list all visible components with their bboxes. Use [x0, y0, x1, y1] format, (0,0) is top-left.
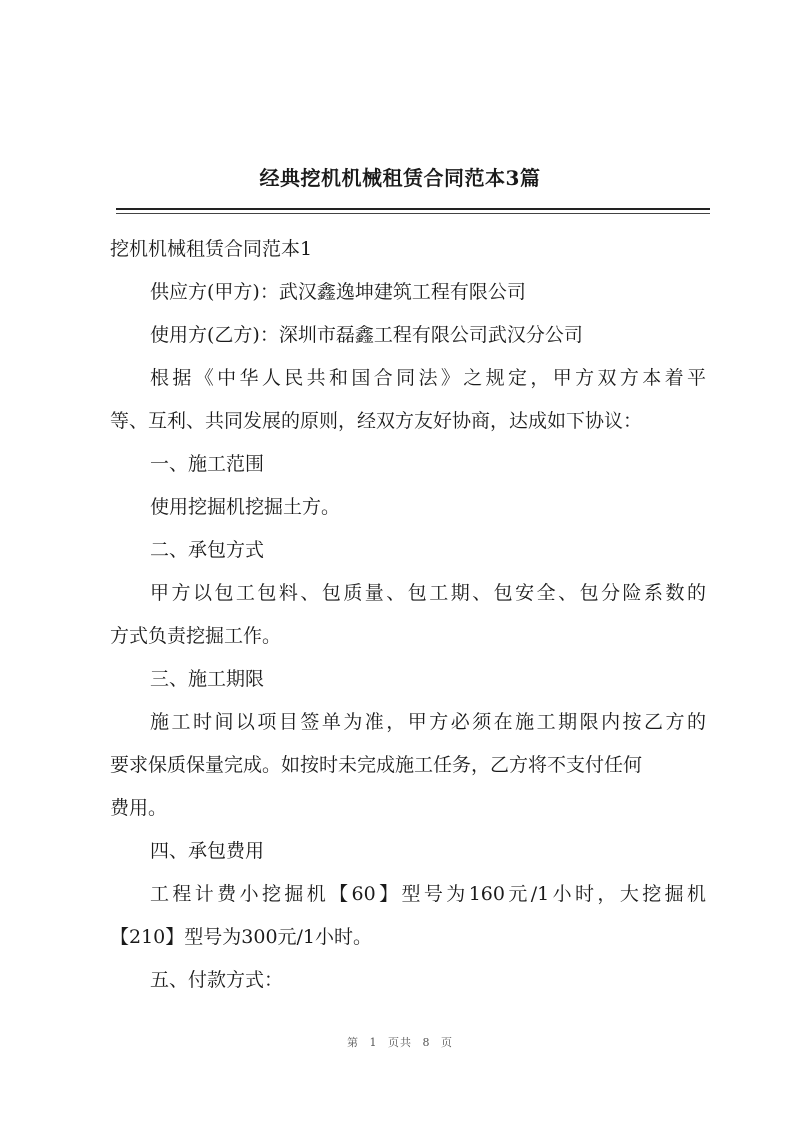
section-heading: 挖机机械租赁合同范本1: [110, 238, 313, 260]
footer-prefix: 第: [347, 1036, 359, 1049]
footer-total-pages: 8: [422, 1036, 431, 1049]
clause-heading: 一、施工范围: [150, 453, 265, 475]
paragraph-line: 方式负责挖掘工作。: [110, 625, 282, 647]
title-underline-thin: [116, 213, 710, 214]
paragraph-line: 甲方以包工包料、包质量、包工期、包安全、包分险系数的: [150, 582, 706, 604]
clause-heading: 五、付款方式：: [150, 969, 284, 991]
title-underline-thick: [116, 208, 710, 210]
party-b-line: 使用方(乙方)：深圳市磊鑫工程有限公司武汉分公司: [150, 324, 583, 346]
clause-heading: 三、施工期限: [150, 668, 265, 690]
document-title: 经典挖机机械租赁合同范本3篇: [259, 166, 541, 190]
footer-suffix: 页: [441, 1036, 453, 1049]
paragraph-line: 费用。: [110, 797, 168, 819]
paragraph-line: 要求保质保量完成。如按时未完成施工任务，乙方将不支付任何: [110, 754, 643, 776]
paragraph-line: 使用挖掘机挖掘土方。: [150, 496, 341, 518]
page-footer: [0, 1034, 800, 1050]
paragraph-line: 【210】型号为300元/1小时。: [110, 926, 373, 948]
clause-heading: 四、承包费用: [150, 840, 265, 862]
paragraph-line: 等、互利、共同发展的原则，经双方友好协商，达成如下协议：: [110, 410, 643, 432]
footer-page-number: 1: [369, 1036, 378, 1049]
clause-heading: 二、承包方式: [150, 539, 265, 561]
paragraph-line: 根据《中华人民共和国合同法》之规定，甲方双方本着平: [150, 367, 706, 389]
paragraph-line: 工程计费小挖掘机【60】型号为160元/1小时，大挖掘机: [150, 883, 706, 905]
paragraph-line: 施工时间以项目签单为准，甲方必须在施工期限内按乙方的: [150, 711, 706, 733]
party-a-line: 供应方(甲方)：武汉鑫逸坤建筑工程有限公司: [150, 281, 526, 303]
document-body: [110, 228, 706, 1002]
footer-middle: 页共: [388, 1036, 412, 1049]
